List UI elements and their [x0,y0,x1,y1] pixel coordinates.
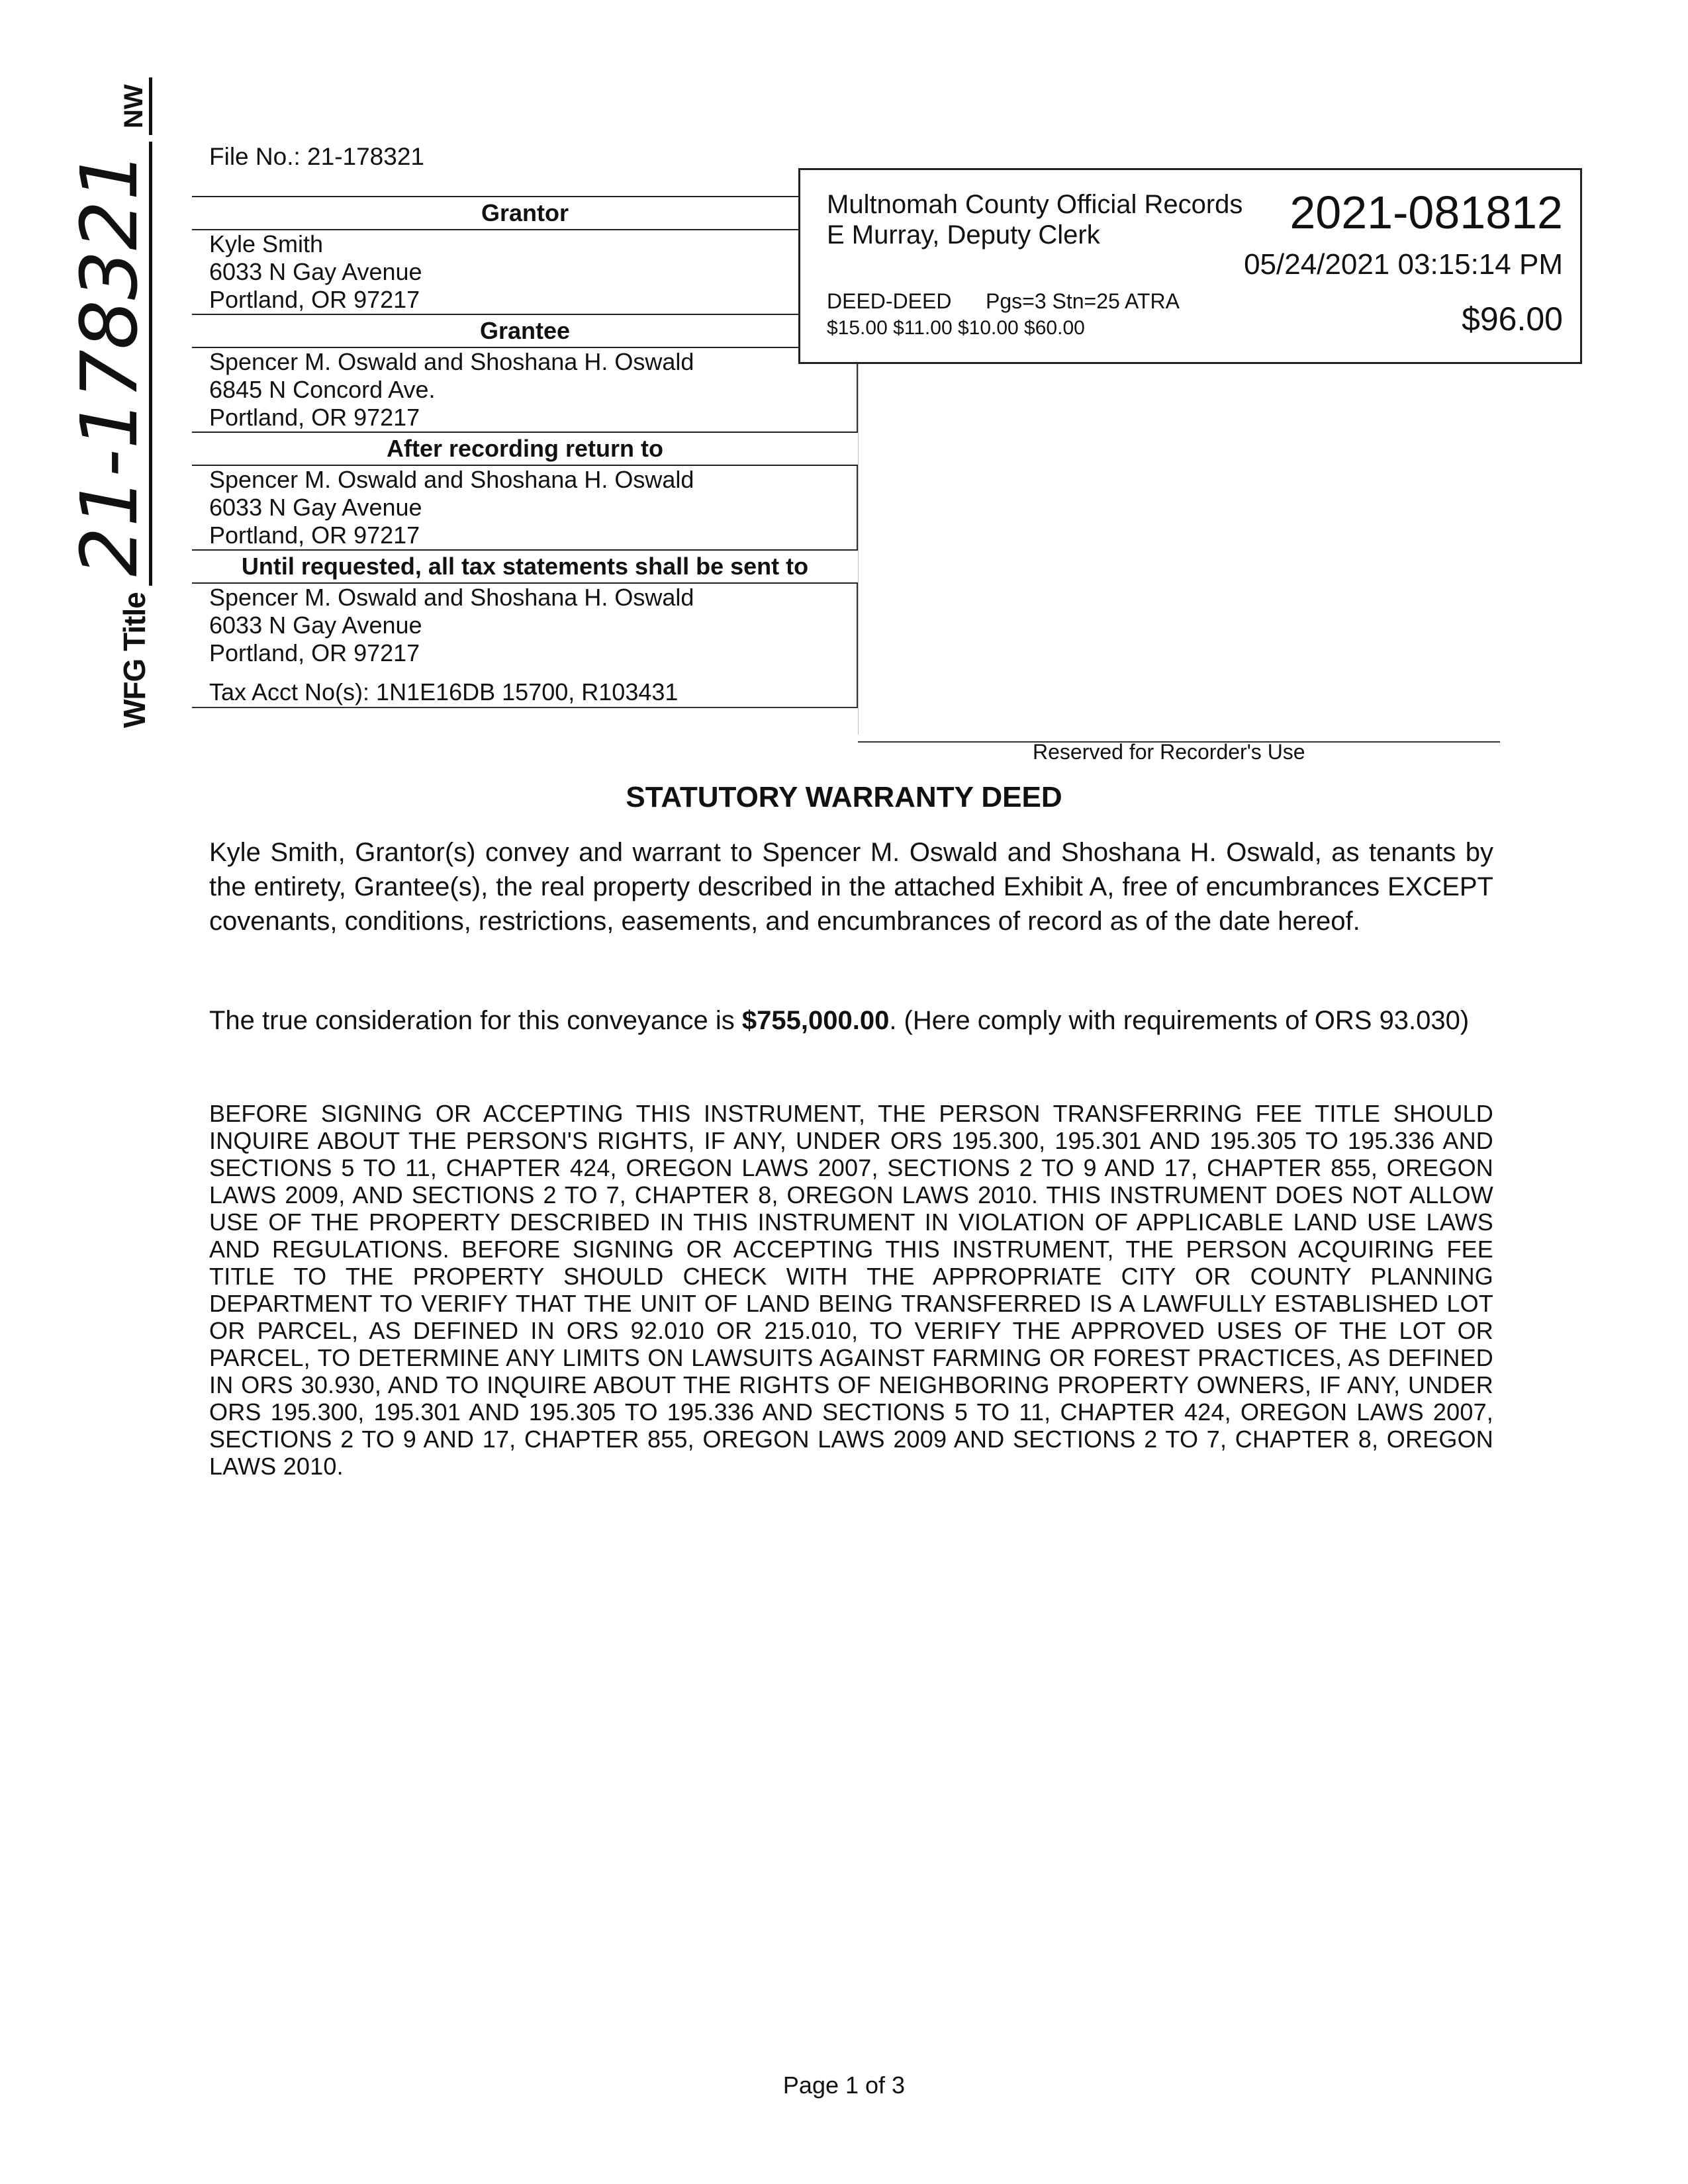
recording-datetime: 05/24/2021 03:15:14 PM [1244,248,1563,281]
stamp-file-number: 21-178321 [70,142,152,586]
grantor-street: 6033 N Gay Avenue [209,258,422,285]
party-table [192,196,858,708]
recorder-county: Multnomah County Official Records [827,190,1243,219]
consideration-lead: The true consideration for this conveyance is [209,1006,742,1035]
recorder-stamp-box [798,168,1582,364]
consideration-paragraph [209,1003,1493,1038]
consideration-amount: $755,000.00 [741,1006,890,1035]
consideration-tail: . (Here comply with requirements of ORS 93.030) [889,1006,1470,1035]
conveyance-paragraph: Kyle Smith, Grantor(s) convey and warrant to Spencer M. Oswald and Shoshana H. Oswald, as tenants by the entirety, Grantee(s), the real property described in the attached Exhibit A, free of encumbrances EXCEPT covenants, conditions, restrictions, easements, and encumbrances of record as of the date hereof. [209,838,1493,936]
grantee-street: 6845 N Concord Ave. [209,376,436,403]
tax-statements-block [192,584,858,667]
recording-fees: $15.00 $11.00 $10.00 $60.00 [827,317,1085,339]
recorder-area-divider [858,364,859,735]
page-number: Page 1 of 3 [782,2071,906,2099]
grantee-block [192,348,858,432]
grantor-heading: Grantor [192,196,858,230]
return-to-heading: After recording return to [192,432,858,466]
recorder-clerk: E Murray, Deputy Clerk [827,220,1100,250]
grantor-block [192,230,858,314]
tax-statements-city: Portland, OR 97217 [209,639,420,666]
return-to-block [192,466,858,549]
return-to-street: 6033 N Gay Avenue [209,494,422,521]
grantor-name: Kyle Smith [209,230,324,257]
return-to-name: Spencer M. Oswald and Shoshana H. Oswald [209,466,694,493]
document-type: DEED-DEED [827,289,952,313]
return-to-city: Portland, OR 97217 [209,522,420,549]
tax-account-numbers: Tax Acct No(s): 1N1E16DB 15700, R103431 [192,667,858,708]
stamp-company: WFG Title [117,592,152,728]
tax-statements-name: Spencer M. Oswald and Shoshana H. Oswald [209,584,694,611]
grantee-name: Spencer M. Oswald and Shoshana H. Oswald [209,348,694,375]
file-number: File No.: 21-178321 [209,143,424,170]
recording-number: 2021-081812 [1289,187,1563,238]
deed-title: STATUTORY WARRANTY DEED [626,781,1062,813]
tax-statements-street: 6033 N Gay Avenue [209,612,422,639]
reserved-for-recorder-label: Reserved for Recorder's Use [1033,740,1305,764]
statutory-notice-paragraph: BEFORE SIGNING OR ACCEPTING THIS INSTRUMENT, THE PERSON TRANSFERRING FEE TITLE SHOULD INQUIRE ABOUT THE PERSON'S RIGHTS, IF ANY, UNDER ORS 195.300, 195.301 AND 195.305 TO 195.336 AND SECTIONS 5 TO 11, CHAPTER 424, OREGON LAWS 2007, SECTIONS 2 TO 9 AND 17, CHAPTER 855, OREGON LAWS 2009, AND SECTIONS 2 TO 7, CHAPTER 8, OREGON LAWS 2010. THIS INSTRUMENT DOES NOT ALLOW USE OF THE PROPERTY DESCRIBED IN THIS INSTRUMENT IN VIOLATION OF APPLICABLE LAND USE LAWS AND REGULATIONS. BEFORE SIGNING OR ACCEPTING THIS INSTRUMENT, THE PERSON ACQUIRING FEE TITLE TO THE PROPERTY SHOULD CHECK WITH THE APPROPRIATE CITY OR COUNTY PLANNING DEPARTMENT TO VERIFY THAT THE UNIT OF LAND BEING TRANSFERRED IS A LAWFULLY ESTABLISHED LOT OR PARCEL, AS DEFINED IN ORS 92.010 OR 215.010, TO VERIFY THE APPROVED USES OF THE LOT OR PARCEL, TO DETERMINE ANY LIMITS ON LAWSUITS AGAINST FARMING OR FOREST PRACTICES, AS DEFINED IN ORS 30.930, AND TO INQUIRE ABOUT THE RIGHTS OF NEIGHBORING PROPERTY OWNERS, IF ANY, UNDER ORS 195.300, 195.301 AND 195.305 TO 195.336 AND SECTIONS 5 TO 11, CHAPTER 424, OREGON LAWS 2007, SECTIONS 2 TO 9 AND 17, CHAPTER 855, OREGON LAWS 2009 AND SECTIONS 2 TO 7, CHAPTER 8, OREGON LAWS 2010. [209,1100,1493,1480]
grantor-city: Portland, OR 97217 [209,286,420,313]
grantee-heading: Grantee [192,314,858,348]
stamp-suffix: NW [119,77,152,135]
recording-meta: Pgs=3 Stn=25 ATRA [986,289,1180,313]
grantee-city: Portland, OR 97217 [209,404,420,431]
margin-title-stamp [53,0,155,728]
recording-total: $96.00 [1462,300,1563,338]
tax-statements-heading: Until requested, all tax statements shall be sent to [192,549,858,584]
